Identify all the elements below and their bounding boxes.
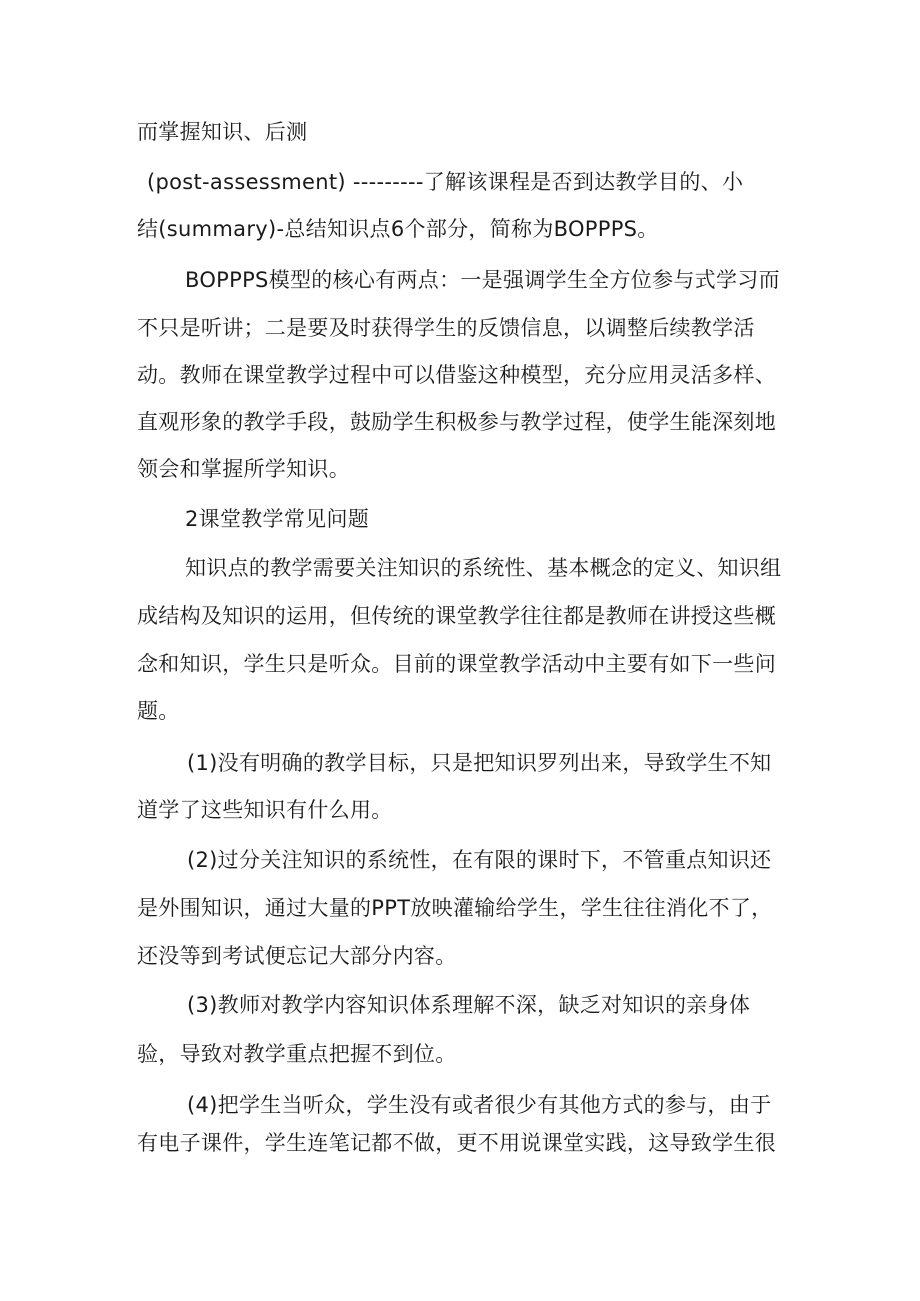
paragraph-line: 题。	[137, 699, 180, 723]
list-item-line: 有电子课件，学生连笔记都不做，更不用说课堂实践，这导致学生很	[137, 1131, 776, 1155]
paragraph-line: 念和知识，学生只是听众。目前的课堂教学活动中主要有如下一些问	[137, 652, 776, 676]
list-item-line: 还没等到考试便忘记大部分内容。	[137, 944, 457, 968]
list-item-line: (2)过分关注知识的系统性，在有限的课时下，不管重点知识还	[187, 848, 772, 872]
list-item-line: 道学了这些知识有什么用。	[137, 798, 393, 822]
list-item-line: 验，导致对教学重点把握不到位。	[137, 1042, 457, 1066]
paragraph-line: 知识点的教学需要关注知识的系统性、基本概念的定义、知识组	[185, 556, 782, 580]
list-item-line: (4)把学生当听众，学生没有或者很少有其他方式的参与，由于	[187, 1093, 772, 1117]
section-heading: 2课堂教学常见问题	[185, 507, 370, 531]
paragraph-line: 动。教师在课堂教学过程中可以借鉴这种模型，充分应用灵活多样、	[137, 363, 776, 387]
paragraph-line: 不只是听讲；二是要及时获得学生的反馈信息，以调整后续教学活	[137, 316, 755, 340]
paragraph-line: BOPPPS模型的核心有两点：一是强调学生全方位参与式学习而	[185, 268, 780, 292]
paragraph-line: 直观形象的教学手段，鼓励学生积极参与教学过程，使学生能深刻地	[137, 410, 776, 434]
text-line: 结(summary)-总结知识点6个部分，简称为BOPPPS。	[137, 217, 659, 241]
text-line: 而掌握知识、后测	[137, 120, 308, 144]
list-item-line: 是外围知识，通过大量的PPT放映灌输给学生，学生往往消化不了，	[137, 896, 773, 920]
paragraph-line: 成结构及知识的运用，但传统的课堂教学往往都是教师在讲授这些概	[137, 604, 776, 628]
list-item-line: (3)教师对教学内容知识体系理解不深，缺乏对知识的亲身体	[187, 993, 751, 1017]
list-item-line: (1)没有明确的教学目标，只是把知识罗列出来，导致学生不知	[187, 751, 772, 775]
text-line: (post-assessment) ---------了解该课程是否到达教学目的、小	[147, 170, 744, 194]
paragraph-line: 领会和掌握所学知识。	[137, 457, 350, 481]
